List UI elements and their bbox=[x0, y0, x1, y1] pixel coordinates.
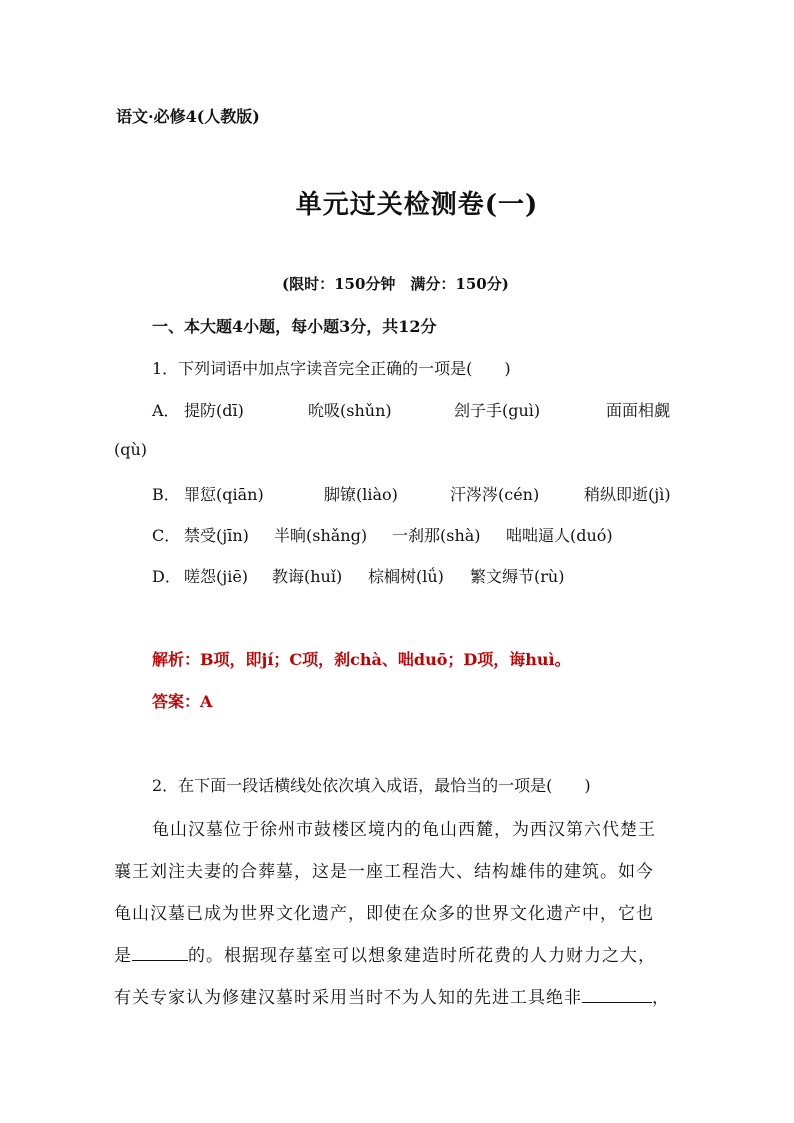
option-d-item: 繁文缛节(rù) bbox=[470, 567, 565, 586]
page-title: 单元过关检测卷(一) bbox=[295, 190, 539, 220]
option-a-letter: A． bbox=[152, 401, 180, 420]
option-d-letter: D． bbox=[152, 567, 181, 586]
exam-meta: (限时：150分钟 满分：150分) bbox=[282, 275, 509, 293]
option-b-item: 脚镣(liào) bbox=[324, 485, 398, 504]
option-a-item: 面面相觑 bbox=[606, 401, 671, 420]
passage-text: 的。根据现存墓室可以想象建造时所花费的人力财力之大， bbox=[188, 946, 656, 966]
answer-line bbox=[152, 689, 212, 712]
passage-line: 龟山汉墓已成为世界文化遗产，即使在众多的世界文化遗产中，它也 bbox=[114, 904, 654, 924]
passage-line: 襄王刘注夫妻的合葬墓，这是一座工程浩大、结构雄伟的建筑。如今 bbox=[114, 862, 654, 882]
option-c-item: 禁受(jīn) bbox=[184, 526, 249, 545]
passage-line bbox=[114, 983, 670, 1008]
passage-text: 是 bbox=[114, 946, 132, 966]
analysis-line bbox=[152, 647, 571, 670]
section-heading: 一、本大题4小题，每小题3分，共12分 bbox=[152, 317, 437, 336]
option-b-item: 稍纵即逝(jì) bbox=[584, 485, 671, 504]
page-header: 语文·必修4(人教版) bbox=[116, 107, 260, 126]
answer-text: A bbox=[200, 692, 213, 711]
option-c-item: 半晌(shǎng) bbox=[274, 526, 368, 545]
passage-line: 龟山汉墓位于徐州市鼓楼区境内的龟山西麓，为西汉第六代楚王 bbox=[152, 820, 656, 840]
passage-text: ， bbox=[652, 988, 670, 1008]
analysis-text: B项，即jí；C项，刹chà、咄duō；D项，诲huì。 bbox=[200, 650, 571, 669]
question-2-stem: 2．在下面一段话横线处依次填入成语，最恰当的一项是( ) bbox=[152, 776, 591, 795]
option-c-item: 咄咄逼人(duó) bbox=[506, 526, 613, 545]
fill-blank-1 bbox=[132, 946, 188, 961]
answer-label: 答案： bbox=[152, 692, 201, 711]
option-c-item: 一刹那(shà) bbox=[392, 526, 481, 545]
option-d-item: 嗟怨(jiē) bbox=[184, 567, 249, 586]
fill-blank-2 bbox=[582, 988, 652, 1003]
passage-line bbox=[114, 941, 656, 966]
option-d-item: 教诲(huǐ) bbox=[272, 567, 343, 586]
option-a-item: 吮吸(shǔn) bbox=[308, 401, 392, 420]
option-b-item: 汗涔涔(cén) bbox=[450, 485, 540, 504]
option-d-item: 棕榈树(lǘ) bbox=[368, 567, 444, 586]
option-a-item: 刽子手(guì) bbox=[454, 401, 541, 420]
option-a-wrap: (qù) bbox=[114, 440, 148, 459]
question-1-stem: 1．下列词语中加点字读音完全正确的一项是( ) bbox=[152, 359, 511, 378]
analysis-label: 解析： bbox=[152, 650, 201, 669]
option-b-item: 罪愆(qiān) bbox=[184, 485, 264, 504]
passage-text: 有关专家认为修建汉墓时采用当时不为人知的先进工具绝非 bbox=[114, 988, 582, 1008]
option-a-item: 提防(dī) bbox=[184, 401, 244, 420]
option-b-letter: B． bbox=[152, 485, 180, 504]
option-c-letter: C． bbox=[152, 526, 181, 545]
